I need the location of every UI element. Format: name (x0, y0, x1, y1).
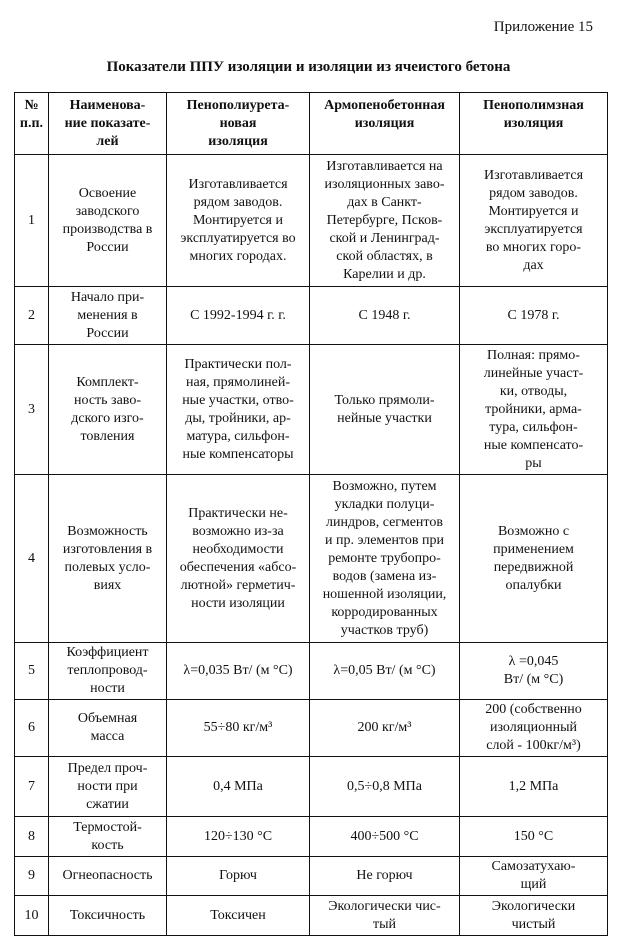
cell-armofoam-concrete-insulation (310, 643, 460, 700)
cell-row-number (15, 475, 49, 643)
cell-line: Армопенобетонная (324, 98, 445, 113)
cell-indicator-name (49, 155, 167, 287)
table-row (15, 700, 608, 757)
cell-row-number (15, 817, 49, 857)
table-row (15, 896, 608, 936)
cell-indicator-name (49, 700, 167, 757)
cell-line: Не горюч (356, 868, 413, 883)
cell-indicator-name (49, 643, 167, 700)
cell-line: 2 (28, 307, 35, 323)
cell-line: дского изго- (71, 410, 144, 426)
cell-line: водов (замена из- (332, 568, 437, 584)
cell-line: полевых усло- (64, 559, 151, 575)
cell-line: Только прямоли- (334, 392, 435, 408)
cell-line: обеспечения «абсо- (179, 559, 297, 575)
cell-ppu-insulation (167, 155, 310, 287)
cell-line: нейные участки (337, 410, 432, 426)
cell-line: корродированных (331, 604, 438, 620)
cell-line: ние показате- (64, 116, 151, 131)
cell-line: 6 (28, 720, 35, 735)
cell-line: ная, прямолиней- (185, 374, 291, 390)
cell-line: 5 (28, 663, 35, 678)
cell-line: масса (90, 729, 125, 744)
cell-line: Возможность (67, 523, 148, 539)
cell-polymer-foam-insulation (460, 155, 608, 287)
cell-armofoam-concrete-insulation (310, 155, 460, 287)
table-row (15, 817, 608, 857)
cell-line: лей (96, 134, 119, 149)
header-indicator-name (49, 93, 167, 155)
cell-line: 200 кг/м³ (357, 720, 412, 735)
cell-line: ношенной изоляции, (322, 586, 447, 602)
cell-line: Огнеопасность (62, 868, 153, 883)
cell-line: 3 (28, 401, 35, 417)
cell-line: слой - 100кг/м³) (486, 738, 581, 753)
cell-indicator-name (49, 896, 167, 936)
cell-polymer-foam-insulation (460, 817, 608, 857)
cell-line: ности изоляции (191, 595, 285, 611)
cell-polymer-foam-insulation (460, 896, 608, 936)
cell-indicator-name (49, 475, 167, 643)
cell-line: 7 (28, 778, 35, 794)
cell-line: 9 (28, 868, 35, 883)
header-armofoam-concrete-insulation (310, 93, 460, 155)
cell-line: 150 °С (513, 828, 554, 844)
cell-line: укладки полуци- (334, 496, 435, 512)
appendix-label: Приложение 15 (493, 19, 593, 35)
table-header-row (15, 93, 608, 155)
header-ppu-insulation (167, 93, 310, 155)
cell-line: С 1948 г. (358, 307, 411, 323)
cell-line: λ=0,035 Вт/ (м °С) (183, 663, 293, 678)
cell-row-number (15, 155, 49, 287)
cell-line: Возможно с (497, 523, 570, 539)
cell-line: лютной» герметич- (180, 577, 296, 593)
cell-line: Наименова- (69, 98, 146, 113)
cell-armofoam-concrete-insulation (310, 287, 460, 345)
table-row (15, 475, 608, 643)
cell-line: 200 (собственно (485, 702, 582, 717)
cell-row-number (15, 757, 49, 817)
cell-ppu-insulation (167, 817, 310, 857)
cell-line: виях (93, 577, 122, 593)
cell-line: опалубки (505, 577, 562, 593)
cell-line: сжатии (86, 796, 129, 812)
cell-line: Монтируется и (193, 212, 283, 228)
table-row (15, 643, 608, 700)
cell-line: Комплект- (76, 374, 139, 390)
cell-line: Изготавливается (483, 167, 584, 183)
cell-line: ремонте трубопро- (328, 550, 441, 566)
cell-polymer-foam-insulation (460, 475, 608, 643)
cell-line: применением (493, 541, 574, 557)
comparison-table (14, 92, 608, 936)
cell-line: чистый (511, 916, 556, 932)
header-polymer-foam-insulation (460, 93, 608, 155)
cell-indicator-name (49, 817, 167, 857)
cell-line: Изготавливается на (326, 158, 443, 174)
cell-armofoam-concrete-insulation (310, 345, 460, 475)
cell-line: ности (90, 681, 125, 696)
cell-line: 0,5÷0,8 МПа (347, 778, 422, 794)
cell-line: 400÷500 °С (350, 828, 419, 844)
cell-line: С 1992-1994 г. г. (190, 307, 286, 323)
cell-row-number (15, 287, 49, 345)
table-row (15, 857, 608, 896)
cell-ppu-insulation (167, 345, 310, 475)
cell-line: 55÷80 кг/м³ (203, 720, 273, 735)
cell-line: ные компенсато- (483, 437, 584, 453)
cell-line: изоляционных заво- (324, 176, 445, 192)
cell-line: ность заво- (74, 392, 141, 408)
cell-line: λ=0,05 Вт/ (м °С) (333, 663, 436, 678)
cell-line: производства в (62, 221, 153, 237)
cell-line: дах в Санкт- (347, 194, 422, 210)
cell-polymer-foam-insulation (460, 287, 608, 345)
cell-line: России (86, 325, 129, 341)
cell-line: изоляция (208, 134, 268, 149)
cell-armofoam-concrete-insulation (310, 817, 460, 857)
cell-line: Предел проч- (67, 760, 148, 776)
cell-line: России (86, 239, 129, 255)
cell-line: Вт/ (м °С) (503, 672, 564, 687)
cell-line: Изготавливается (188, 176, 288, 192)
cell-row-number (15, 700, 49, 757)
cell-line: Возможно, путем (332, 478, 437, 494)
cell-ppu-insulation (167, 700, 310, 757)
cell-line: Горюч (219, 868, 257, 883)
cell-polymer-foam-insulation (460, 700, 608, 757)
cell-armofoam-concrete-insulation (310, 475, 460, 643)
cell-line: ской и Ленинград- (329, 230, 440, 246)
cell-indicator-name (49, 857, 167, 896)
table-row (15, 155, 608, 287)
cell-line: Экологически чис- (328, 898, 441, 914)
cell-line: ные компенсаторы (182, 446, 294, 462)
cell-line: 10 (24, 907, 39, 923)
cell-armofoam-concrete-insulation (310, 700, 460, 757)
cell-line: теплопровод- (67, 663, 148, 678)
cell-ppu-insulation (167, 757, 310, 817)
cell-line: менения в (77, 307, 138, 323)
cell-line: 120÷130 °С (203, 828, 273, 844)
cell-line: необходимости (192, 541, 284, 557)
cell-line: Экологически (491, 898, 576, 914)
cell-line: λ =0,045 (508, 654, 559, 669)
cell-indicator-name (49, 345, 167, 475)
cell-row-number (15, 896, 49, 936)
cell-line: Самозатухаю- (491, 859, 576, 874)
cell-ppu-insulation (167, 475, 310, 643)
cell-line: 0,4 МПа (213, 778, 263, 794)
cell-line: рядом заводов. (193, 194, 283, 210)
cell-line: Пенополиурета- (186, 98, 290, 113)
cell-ppu-insulation (167, 896, 310, 936)
cell-line: Освоение (78, 185, 137, 201)
cell-row-number (15, 345, 49, 475)
cell-line: 1 (28, 212, 35, 228)
cell-line: изоляция (503, 116, 564, 131)
cell-line: ные участки, отво- (182, 392, 294, 408)
cell-row-number (15, 857, 49, 896)
cell-line: тура, сильфон- (489, 419, 578, 435)
cell-line: Термостой- (73, 819, 142, 835)
cell-polymer-foam-insulation (460, 757, 608, 817)
cell-line: кость (91, 837, 124, 853)
table-row (15, 757, 608, 817)
cell-line: и пр. элементов при (324, 532, 445, 548)
cell-line: рядом заводов. (489, 185, 578, 201)
cell-polymer-foam-insulation (460, 643, 608, 700)
cell-line: передвижной (493, 559, 574, 575)
cell-line: изоляционный (489, 720, 578, 735)
table-row (15, 345, 608, 475)
cell-armofoam-concrete-insulation (310, 857, 460, 896)
cell-line: изготовления в (62, 541, 153, 557)
cell-line: Практически не- (188, 505, 288, 521)
cell-line: Объемная (77, 711, 138, 726)
cell-line: участков труб) (340, 622, 429, 638)
document-title: Показатели ППУ изоляции и изоляции из ячеистого бетона (106, 59, 511, 75)
cell-line: Полная: прямо- (487, 347, 580, 363)
cell-line: эксплуатируется во (180, 230, 296, 246)
cell-line: многих городах. (189, 248, 287, 264)
table-body (15, 155, 608, 936)
cell-line: эксплуатируется (484, 221, 583, 237)
cell-line: во многих горо- (485, 239, 582, 255)
cell-line: щий (520, 877, 547, 892)
cell-line: ки, отводы, (499, 383, 568, 399)
cell-line: Петербурге, Псков- (326, 212, 443, 228)
cell-line: изоляция (354, 116, 415, 131)
cell-line: ды, тройники, ар- (185, 410, 291, 426)
cell-line: возможно из-за (192, 523, 284, 539)
cell-ppu-insulation (167, 643, 310, 700)
cell-line: линдров, сегментов (326, 514, 443, 530)
cell-line: тройники, арма- (485, 401, 582, 417)
cell-line: товления (80, 428, 135, 444)
cell-ppu-insulation (167, 287, 310, 345)
cell-line: тый (372, 916, 397, 932)
cell-indicator-name (49, 287, 167, 345)
cell-line: С 1978 г. (507, 307, 560, 323)
cell-line: ры (525, 455, 542, 471)
header-row-number (15, 93, 49, 155)
cell-line: Пенополимзная (483, 98, 584, 113)
cell-line: Практически пол- (184, 356, 292, 372)
cell-line: Коэффициент (66, 645, 149, 660)
cell-line: Монтируется и (488, 203, 579, 219)
cell-line: Карелии и др. (343, 266, 426, 282)
cell-line: 8 (28, 828, 35, 844)
cell-line: № (24, 98, 39, 113)
cell-armofoam-concrete-insulation (310, 757, 460, 817)
cell-line: 1,2 МПа (508, 778, 559, 794)
cell-line: Начало при- (70, 289, 145, 305)
cell-line: ности при (77, 778, 138, 794)
cell-line: ской областях, в (336, 248, 433, 264)
cell-line: линейные участ- (483, 365, 584, 381)
table-row (15, 287, 608, 345)
cell-row-number (15, 643, 49, 700)
cell-line: 4 (28, 550, 35, 566)
cell-armofoam-concrete-insulation (310, 896, 460, 936)
cell-line: Токсичность (69, 907, 146, 923)
cell-line: заводского (75, 203, 140, 219)
cell-line: новая (219, 116, 257, 131)
cell-polymer-foam-insulation (460, 345, 608, 475)
cell-indicator-name (49, 757, 167, 817)
cell-ppu-insulation (167, 857, 310, 896)
cell-line: п.п. (19, 116, 44, 131)
cell-line: Токсичен (210, 907, 266, 923)
cell-polymer-foam-insulation (460, 857, 608, 896)
cell-line: дах (523, 257, 544, 273)
cell-line: матура, сильфон- (186, 428, 290, 444)
